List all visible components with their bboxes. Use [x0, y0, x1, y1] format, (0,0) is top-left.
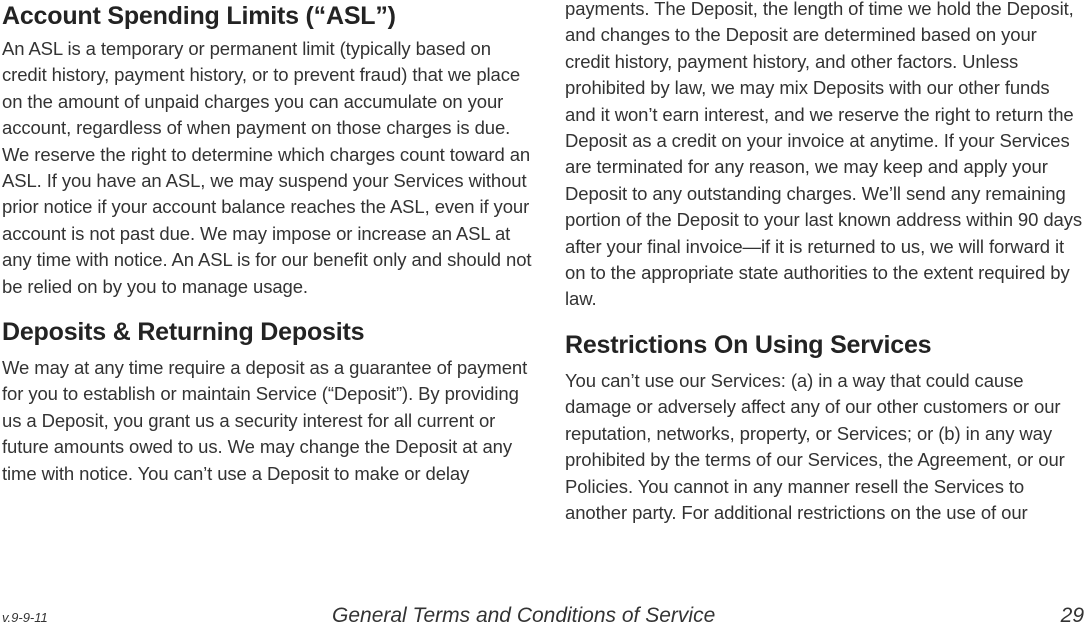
section-body: You can’t use our Services: (a) in a way that could cause damage or adversely affect any of our other customers or our reputation, networks, property, or Services; or (b) in any way prohibited by the terms of our Services, the Agreement, or our Policies. You cannot in any manner resell the Services to another party. For additional restrictions on the use of our [565, 369, 1065, 523]
footer-version: v.9-9-11 [2, 610, 48, 625]
section-body: We may at any time require a deposit as a guarantee of payment for you to establish or maintain Service (“Deposit”). By providing us a Deposit, you grant us a security interest for all current or future amounts owed to us. We may change the Deposit at any time with notice. You can’t use a Deposit to make or delay [2, 357, 528, 484]
right-column [565, 0, 1085, 526]
section-restrictions [565, 329, 1085, 526]
footer-page-number: 29 [1060, 604, 1084, 627]
section-heading: Deposits & Returning Deposits [2, 318, 365, 347]
section-account-spending-limits [2, 0, 532, 300]
section-heading: Account Spending Limits (“ASL”) [2, 2, 396, 30]
section-deposits-continued [565, 0, 1085, 313]
left-column [2, 0, 532, 487]
section-body: payments. The Deposit, the length of time we hold the Deposit, and changes to the Deposit are determined based on your credit history, payment history, and other factors. Unless prohibited by law, we may mix Deposits with our other funds and it won’t earn interest, and we reserve the right to return the Deposit as a credit on your invoice at anytime. If your Services are terminated for any reason, we may keep and apply your Deposit to any outstanding charges. We’ll send any remaining portion of the Deposit to your last known address within 90 days after your final invoice—if it is returned to us, we will forward it on to the appropriate state authorities to the extent required by law. [565, 0, 1083, 310]
section-deposits [2, 316, 532, 487]
page-footer [0, 604, 1087, 628]
footer-title: General Terms and Conditions of Service [332, 604, 716, 627]
section-body: An ASL is a temporary or permanent limit (typically based on credit history, payment history, or to prevent fraud) that we place on the amount of unpaid charges you can accumulate on your account, regardless of when payment on those charges is due. We reserve the right to determine which charges count toward an ASL. If you have an ASL, we may suspend your Services without prior notice if your account balance reaches the ASL, even if your account is not past due. We may impose or increase an ASL at any time with notice. An ASL is for our benefit only and should not be relied on by you to manage usage. [2, 38, 532, 297]
section-heading: Restrictions On Using Services [565, 330, 932, 359]
